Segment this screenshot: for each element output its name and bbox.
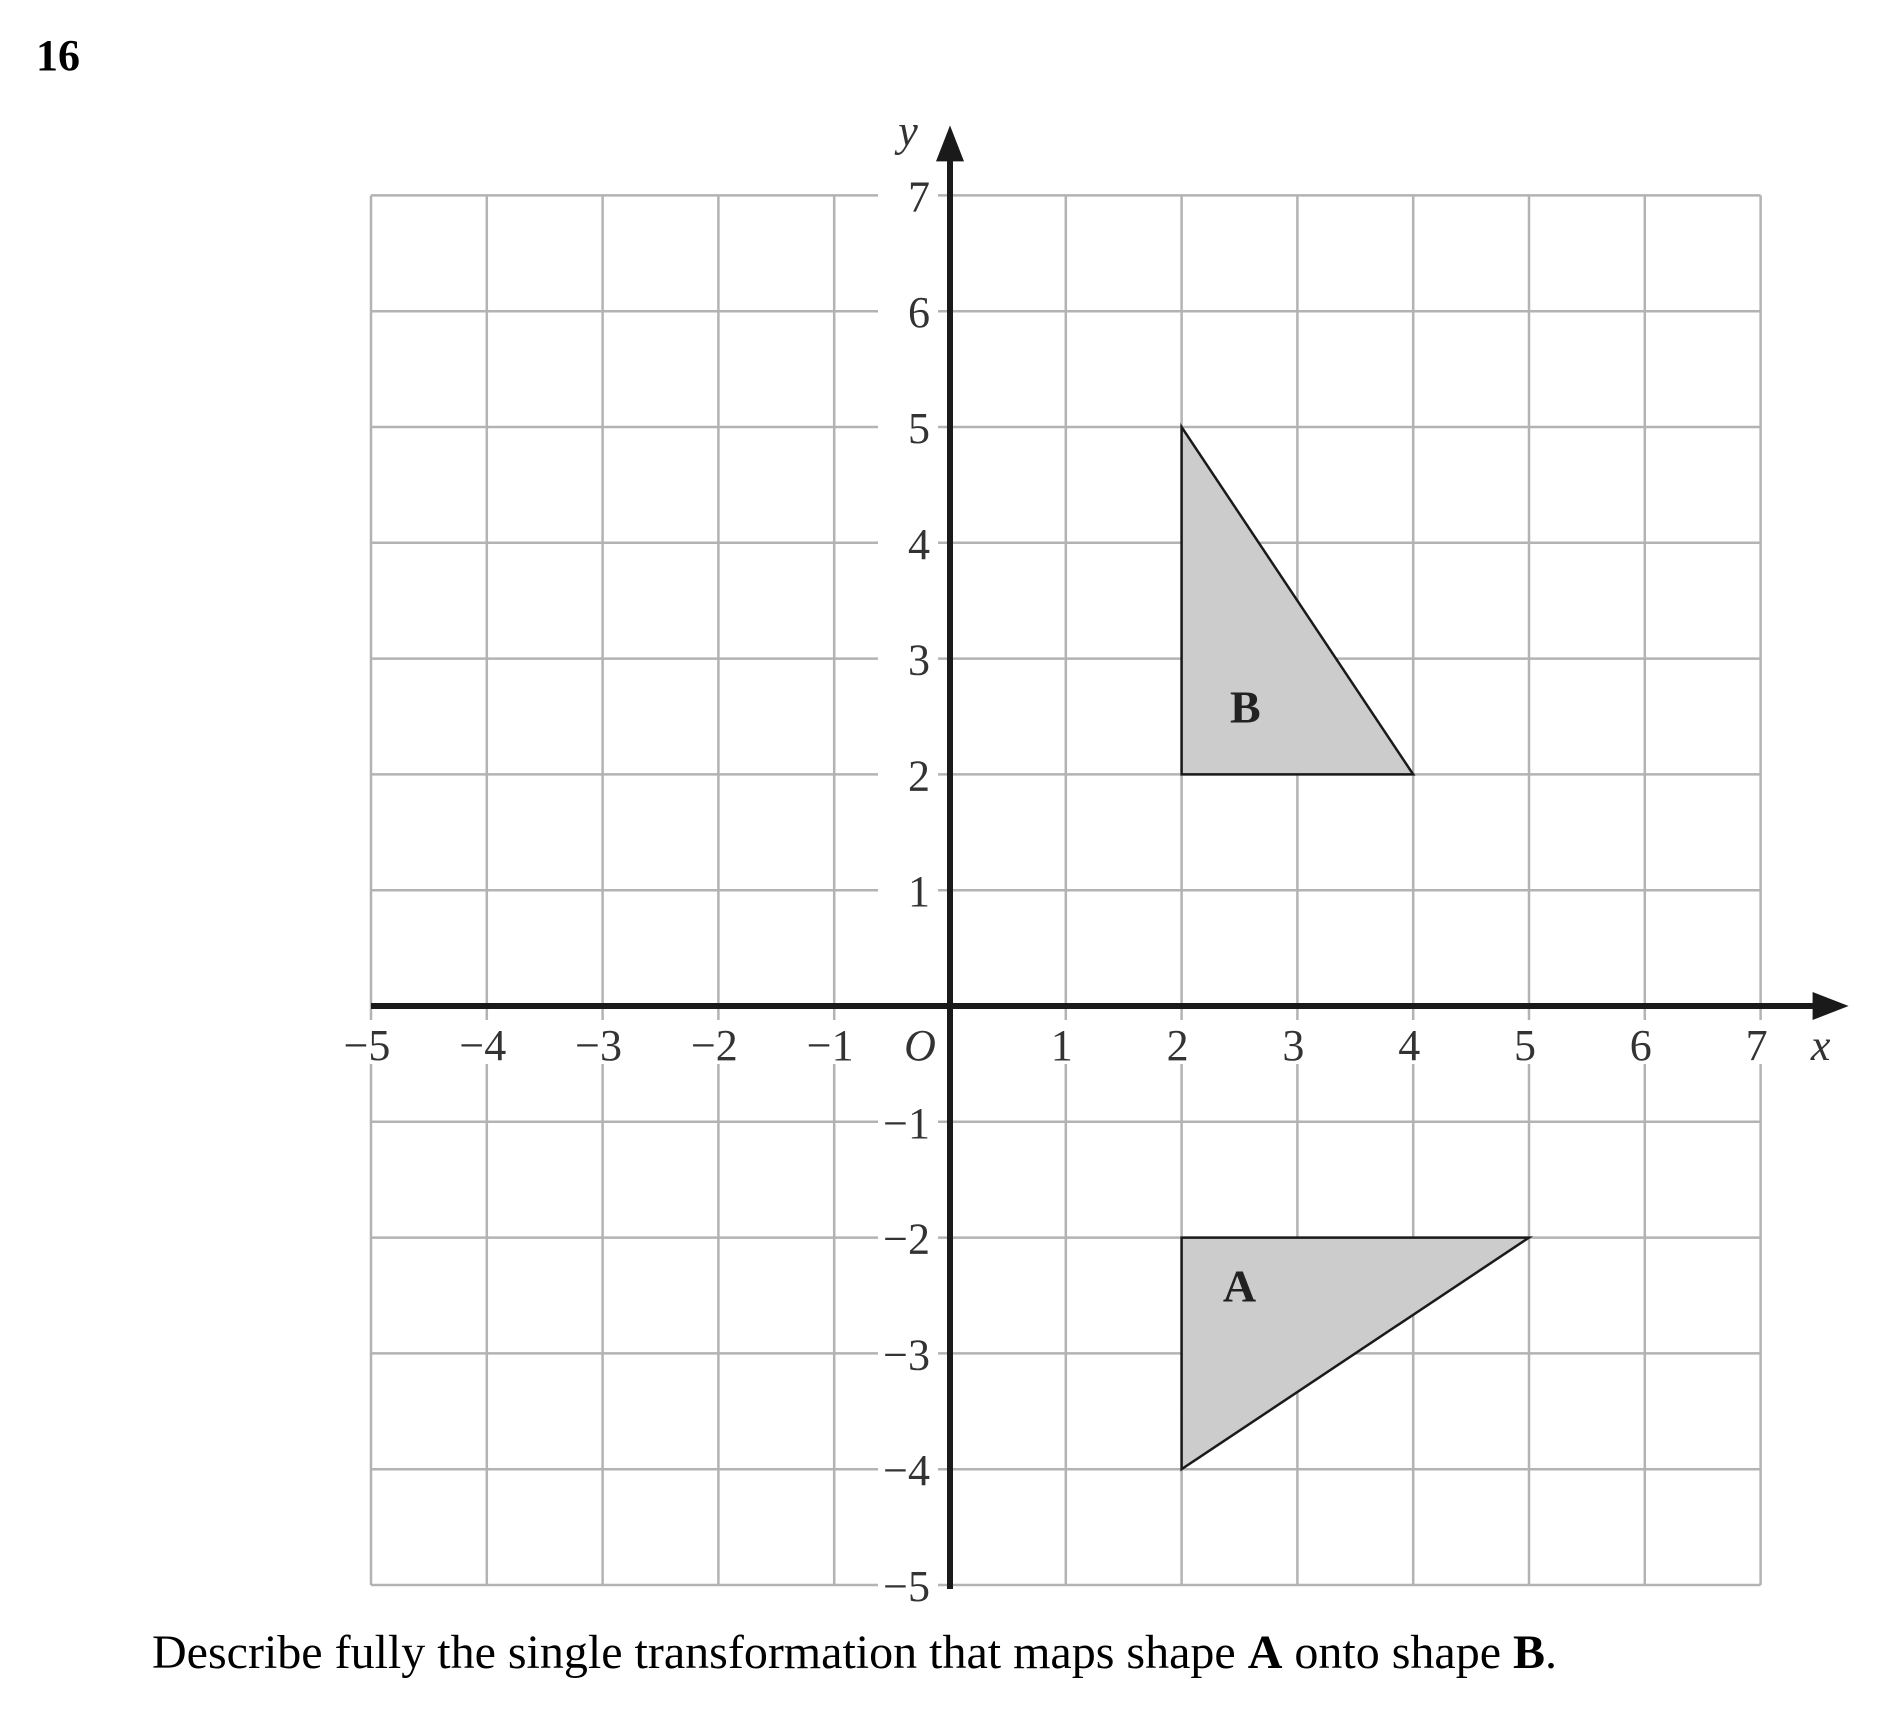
- axes: [371, 125, 1849, 1589]
- x-tick-label: 6: [1629, 1021, 1652, 1070]
- x-tick-label: −5: [343, 1021, 391, 1070]
- question-number: 16: [36, 31, 80, 80]
- origin-label: O: [904, 1021, 936, 1070]
- x-tick-label: 3: [1282, 1021, 1305, 1070]
- y-tick-label: −4: [883, 1446, 930, 1496]
- question-text-middle: onto shape: [1282, 1626, 1513, 1679]
- question-text-end: .: [1545, 1626, 1558, 1679]
- y-tick-label: −3: [883, 1330, 930, 1380]
- x-tick-label: −1: [806, 1021, 854, 1070]
- shape-label-b: B: [1229, 681, 1261, 733]
- x-axis-label: x: [1810, 1021, 1831, 1070]
- x-tick-label: 5: [1514, 1021, 1536, 1070]
- y-tick-label: 6: [908, 288, 930, 338]
- grid-lines: [371, 195, 1761, 1585]
- y-tick-label: 7: [908, 172, 930, 222]
- question-shape-a: A: [1247, 1626, 1283, 1679]
- y-axis-label: y: [898, 106, 918, 156]
- x-axis-arrow-icon: [1813, 992, 1849, 1020]
- shape-label-a: A: [1222, 1260, 1257, 1312]
- y-tick-label: 1: [908, 867, 930, 917]
- y-tick-label: 5: [908, 404, 930, 453]
- x-tick-label: −4: [459, 1021, 507, 1070]
- x-tick-label: −3: [575, 1021, 623, 1070]
- y-axis-arrow-icon: [936, 125, 964, 161]
- y-tick-label: −1: [883, 1098, 930, 1148]
- y-tick-label: 2: [908, 751, 930, 801]
- x-tick-label: −2: [690, 1021, 738, 1070]
- y-tick-label: 4: [908, 519, 930, 569]
- question-text: [152, 1625, 1557, 1680]
- y-tick-label: −5: [883, 1562, 930, 1611]
- y-tick-label: 3: [908, 635, 930, 685]
- shapes: [1182, 427, 1529, 1469]
- y-tick-label: −2: [883, 1214, 930, 1264]
- x-tick-label: 7: [1745, 1021, 1768, 1070]
- x-tick-label: 1: [1050, 1021, 1073, 1070]
- question-text-before: Describe fully the single transformation that maps shape: [152, 1626, 1248, 1679]
- x-tick-label: 2: [1166, 1021, 1189, 1070]
- tick-labels: [344, 106, 1831, 1611]
- question-shape-b: B: [1513, 1626, 1546, 1679]
- x-tick-label: 4: [1398, 1021, 1421, 1070]
